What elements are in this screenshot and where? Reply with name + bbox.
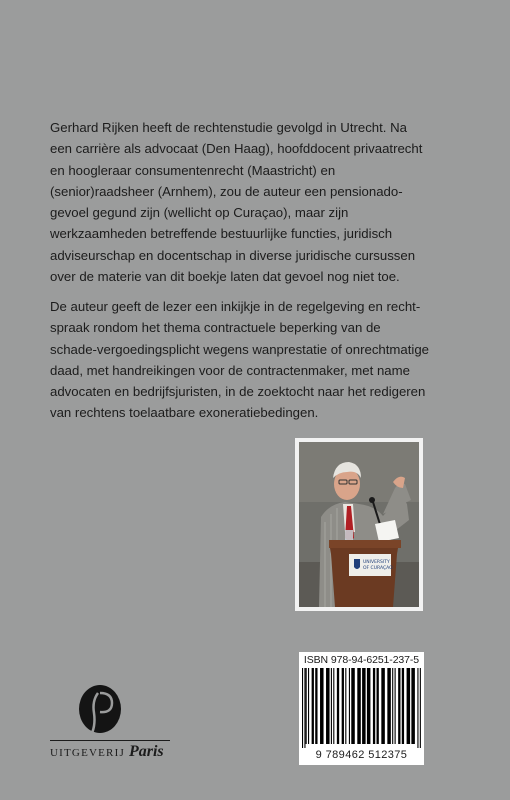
publisher-wordmark	[50, 743, 180, 763]
barcode-bar	[367, 668, 371, 744]
barcode-bar	[377, 668, 379, 744]
podium-sign-line-2: OF CURAÇAO	[363, 566, 393, 571]
barcode-bar	[331, 668, 332, 744]
barcode-bar	[342, 668, 344, 744]
barcode-bar	[395, 668, 396, 744]
barcode-bar	[345, 668, 346, 744]
barcode-bar	[392, 668, 393, 744]
publisher-logo-icon	[76, 683, 136, 739]
barcode-bar	[373, 668, 375, 744]
publisher-label: UITGEVERIJ	[50, 747, 125, 759]
barcode-bar	[320, 668, 324, 744]
barcode-bar	[357, 668, 361, 744]
author-photo	[295, 438, 423, 611]
barcode-bar	[402, 668, 404, 744]
barcode-bar	[411, 668, 415, 744]
barcode-bar	[381, 668, 385, 744]
publisher-logo-rule	[50, 740, 170, 741]
barcode-bar	[333, 668, 334, 744]
barcode-bar	[306, 668, 307, 744]
barcode-bar	[315, 668, 317, 744]
book-summary-paragraph: De auteur geeft de lezer een inkijkje in de regelgeving en recht-spraak rondom het thema contractuele beperking van de schade-vergoedingsplicht wegens wanprestatie of onrechtmatige daad, met handreikingen voor de contractenmaker, met name advocaten en bedrijfsjuristen, in de zoektocht naar het redigeren van rechtens toelaatbare exoneratiebedingen.	[50, 299, 429, 421]
barcode-bar	[312, 668, 314, 744]
author-photo-image	[299, 442, 419, 607]
barcode-bar	[304, 668, 305, 748]
barcode-image	[302, 668, 421, 748]
barcode-bar	[387, 668, 391, 744]
podium-sign-line-1: UNIVERSITY	[363, 560, 390, 565]
barcode-bar	[302, 668, 303, 748]
barcode-bar	[349, 668, 350, 744]
barcode-bar	[326, 668, 330, 744]
author-bio-paragraph: Gerhard Rijken heeft de rechtenstudie gevolgd in Utrecht. Na een carrière als advocaat (Den Haag), hoofddocent privaatrecht en hoogleraar consumentenrecht (Maastricht) en (senior)raadsheer (Arnhem), zou de auteur een pensionado-gevoel gegund zijn (wellicht op Curaçao), maar zijn werkzaamheden betreffende bestuurlijke functies, juridisch adviseurschap en docentschap in diverse juridische cursussen over de materie van dit boekje laten dat gevoel nog niet toe.	[50, 120, 423, 285]
barcode-bar	[417, 668, 418, 748]
barcode-bar	[337, 668, 339, 744]
barcode-bar	[351, 668, 355, 744]
barcode-bar	[398, 668, 400, 744]
barcode-bar	[308, 668, 309, 744]
barcode-bar	[362, 668, 366, 744]
isbn-barcode-box	[299, 652, 424, 765]
isbn-label: ISBN 978-94-6251-237-5	[303, 654, 420, 666]
publisher-name: Paris	[128, 743, 164, 760]
barcode-digits: 9 789462 512375	[315, 749, 408, 761]
barcode-bar	[407, 668, 411, 744]
barcode-bar	[420, 668, 421, 748]
